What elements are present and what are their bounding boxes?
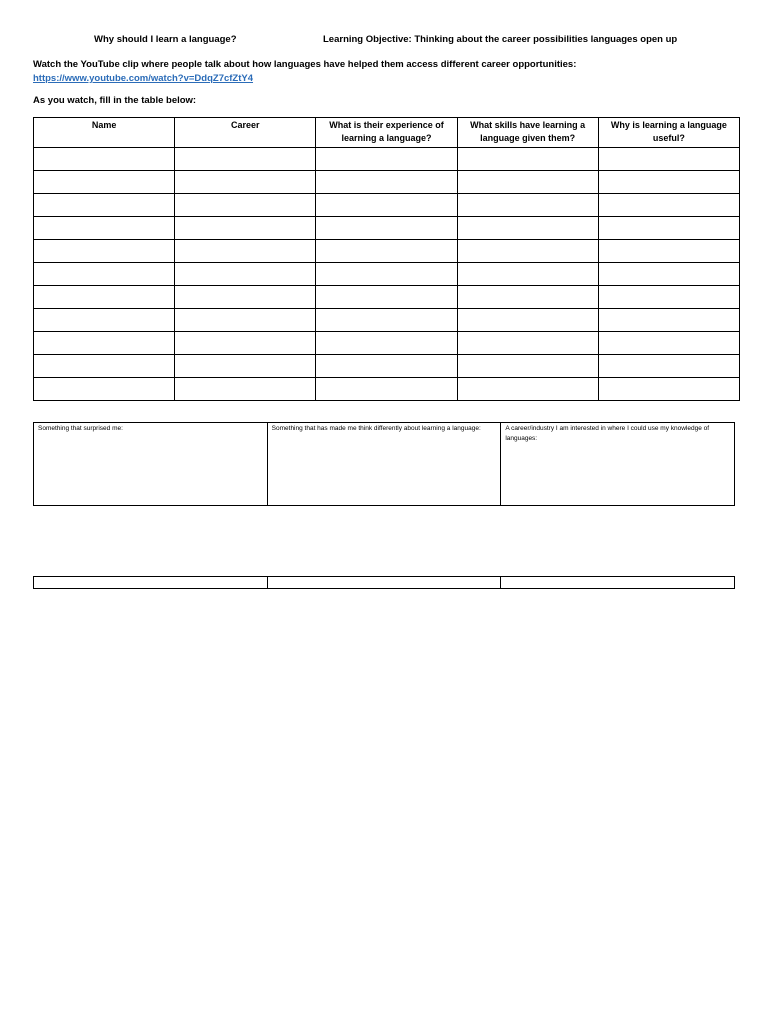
learning-objective: Learning Objective: Thinking about the career possibilities languages open up xyxy=(323,34,678,45)
reflection-box-think-differently[interactable]: Something that has made me think differently about learning a language: xyxy=(267,423,501,506)
table-cell[interactable] xyxy=(34,194,175,217)
table-cell[interactable] xyxy=(34,263,175,286)
table-body xyxy=(34,148,740,401)
column-header-career: Career xyxy=(175,118,316,148)
table-cell[interactable] xyxy=(457,217,598,240)
table-row xyxy=(34,332,740,355)
table-row xyxy=(34,148,740,171)
table-cell[interactable] xyxy=(457,332,598,355)
reflection-table xyxy=(33,422,735,506)
blank-table xyxy=(33,576,735,589)
table-cell[interactable] xyxy=(598,148,739,171)
table-cell[interactable] xyxy=(598,332,739,355)
table-cell[interactable] xyxy=(457,148,598,171)
table-header-row xyxy=(34,118,740,148)
table-cell[interactable] xyxy=(34,355,175,378)
table-row xyxy=(34,355,740,378)
table-cell[interactable] xyxy=(34,286,175,309)
table-cell[interactable] xyxy=(316,309,457,332)
table-cell[interactable] xyxy=(598,355,739,378)
column-header-skills: What skills have learning a language given them? xyxy=(457,118,598,148)
table-cell[interactable] xyxy=(598,217,739,240)
table-cell[interactable] xyxy=(175,148,316,171)
table-cell[interactable] xyxy=(175,286,316,309)
table-cell[interactable] xyxy=(316,378,457,401)
table-cell[interactable] xyxy=(34,148,175,171)
table-cell[interactable] xyxy=(316,332,457,355)
table-cell[interactable] xyxy=(175,194,316,217)
table-cell[interactable] xyxy=(34,309,175,332)
blank-cell[interactable] xyxy=(501,577,735,589)
table-row xyxy=(34,309,740,332)
table-row xyxy=(34,171,740,194)
table-cell[interactable] xyxy=(598,309,739,332)
blank-row xyxy=(34,577,735,589)
table-row xyxy=(34,286,740,309)
table-cell[interactable] xyxy=(316,240,457,263)
table-row xyxy=(34,240,740,263)
table-cell[interactable] xyxy=(457,240,598,263)
table-cell[interactable] xyxy=(175,217,316,240)
column-header-usefulness: Why is learning a language useful? xyxy=(598,118,739,148)
table-cell[interactable] xyxy=(457,263,598,286)
table-cell[interactable] xyxy=(316,263,457,286)
table-cell[interactable] xyxy=(457,171,598,194)
table-row xyxy=(34,194,740,217)
table-cell[interactable] xyxy=(598,194,739,217)
reflection-row xyxy=(34,423,735,506)
table-cell[interactable] xyxy=(175,171,316,194)
table-cell[interactable] xyxy=(457,194,598,217)
table-cell[interactable] xyxy=(457,286,598,309)
table-cell[interactable] xyxy=(598,171,739,194)
table-cell[interactable] xyxy=(316,286,457,309)
table-cell[interactable] xyxy=(457,378,598,401)
table-cell[interactable] xyxy=(175,332,316,355)
worksheet-title: Why should I learn a language? xyxy=(94,34,237,45)
table-cell[interactable] xyxy=(316,148,457,171)
table-cell[interactable] xyxy=(598,286,739,309)
table-cell[interactable] xyxy=(34,378,175,401)
table-cell[interactable] xyxy=(598,378,739,401)
table-cell[interactable] xyxy=(316,171,457,194)
table-cell[interactable] xyxy=(457,309,598,332)
table-cell[interactable] xyxy=(598,240,739,263)
table-cell[interactable] xyxy=(598,263,739,286)
table-row xyxy=(34,263,740,286)
reflection-box-career-interest[interactable]: A career/industry I am interested in where I could use my knowledge of languages: xyxy=(501,423,735,506)
blank-cell[interactable] xyxy=(34,577,268,589)
table-row xyxy=(34,217,740,240)
column-header-name: Name xyxy=(34,118,175,148)
table-cell[interactable] xyxy=(457,355,598,378)
table-cell[interactable] xyxy=(34,217,175,240)
table-cell[interactable] xyxy=(175,309,316,332)
table-cell[interactable] xyxy=(34,332,175,355)
fill-instruction: As you watch, fill in the table below: xyxy=(33,95,197,106)
table-cell[interactable] xyxy=(34,240,175,263)
table-cell[interactable] xyxy=(316,194,457,217)
table-cell[interactable] xyxy=(316,217,457,240)
reflection-box-surprised[interactable]: Something that surprised me: xyxy=(34,423,268,506)
blank-cell[interactable] xyxy=(267,577,501,589)
table-cell[interactable] xyxy=(175,263,316,286)
table-cell[interactable] xyxy=(316,355,457,378)
table-cell[interactable] xyxy=(175,240,316,263)
youtube-link[interactable]: https://www.youtube.com/watch?v=DdqZ7cfZtY4 xyxy=(33,73,254,84)
table-cell[interactable] xyxy=(175,355,316,378)
career-table xyxy=(33,117,740,401)
column-header-experience: What is their experience of learning a language? xyxy=(316,118,457,148)
table-cell[interactable] xyxy=(175,378,316,401)
watch-instruction: Watch the YouTube clip where people talk about how languages have helped them access different career opportunities: xyxy=(33,59,577,70)
table-cell[interactable] xyxy=(34,171,175,194)
table-row xyxy=(34,378,740,401)
